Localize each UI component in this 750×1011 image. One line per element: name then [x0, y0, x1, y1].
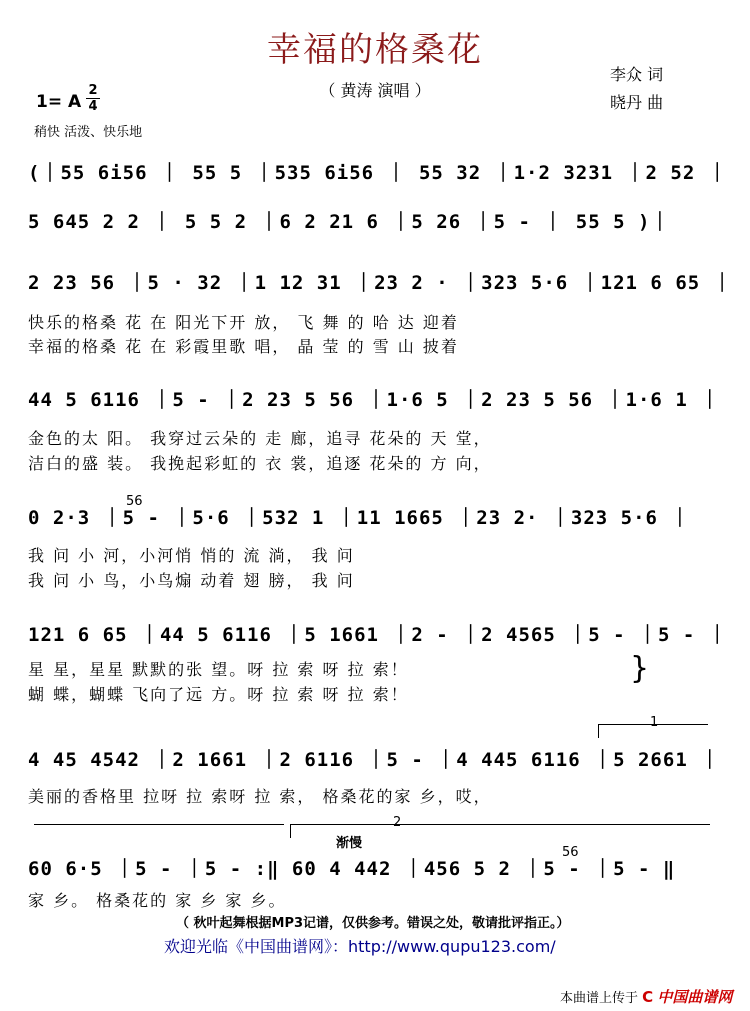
upload-credit — [560, 986, 732, 1007]
time-signature — [86, 84, 100, 113]
lyric-line-2: 幸福的格桑 花 在 彩霞里歌 唱， 晶 莹 的 雪 山 披着 — [28, 337, 459, 356]
lyric-line-10: 家 乡。 格桑花的 家 乡 家 乡。 — [28, 891, 287, 910]
notation-line-4: 44 5 6116 ｜5 - ｜2 23 5 56 ｜1·6 5 ｜2 23 5 56 ｜1·6 1 ｜ — [28, 389, 721, 411]
time-signature-bottom: 4 — [88, 99, 98, 114]
time-signature-top: 2 — [88, 83, 98, 98]
website-banner: 欢迎光临《中国曲谱网》：http://www.qupu123.com/ — [164, 937, 556, 956]
grace-note-2: 56 — [562, 845, 579, 860]
ritardando-marking: 渐慢 — [336, 836, 363, 851]
verse-brace: } — [630, 651, 650, 686]
notation-line-5: 0 2·3 ｜5 - ｜5·6 ｜532 1 ｜11 1665 ｜23 2· ｜323 5·6 ｜ — [28, 507, 691, 529]
transcription-note: （ 秋叶起舞根据MP3记谱，仅供参考。错误之处，敬请批评指正。） — [176, 916, 570, 931]
lyric-line-1: 快乐的格桑 花 在 阳光下开 放， 飞 舞 的 哈 达 迎着 — [28, 313, 459, 332]
composer-credit: 晓丹 曲 — [610, 93, 664, 112]
lyric-line-4: 洁白的盛 装。 我挽起彩虹的 衣 裳，追逐 花朵的 方 向， — [28, 454, 492, 473]
notation-line-8: 60 6·5 ｜5 - ｜5 - :‖ 60 4 442 ｜456 5 2 ｜5 - ｜5 - ‖ — [28, 858, 676, 880]
grace-note-1: 56 — [126, 494, 143, 509]
key-signature: 1= A — [36, 92, 82, 112]
singer-credit: （ 黄涛 演唱 ） — [319, 81, 431, 100]
tempo-marking: 稍快 活泼、快乐地 — [34, 125, 143, 140]
notation-line-2: 5 645 2 2 ｜ 5 5 2 ｜6 2 21 6 ｜5 26 ｜5 - ｜ 55 5 )｜ — [28, 211, 671, 233]
upload-text: 本曲谱上传于 — [560, 991, 639, 1006]
volta-1-hook — [598, 724, 599, 738]
notation-line-3: 2 23 56 ｜5 · 32 ｜1 12 31 ｜23 2 · ｜323 5·6 ｜121 6 65 ｜ — [28, 272, 733, 294]
lyric-line-3: 金色的太 阳。 我穿过云朵的 走 廊，追寻 花朵的 天 堂， — [28, 429, 492, 448]
lyric-line-7: 星 星，星星 默默的张 望。呀 拉 索 呀 拉 索！ — [28, 660, 409, 679]
lyricist-credit: 李众 词 — [610, 65, 664, 84]
volta-2-hook — [290, 824, 291, 838]
lyric-line-5: 我 问 小 河，小河悄 悄的 流 淌， 我 问 — [28, 546, 355, 565]
site-logo-text: 中国曲谱网 — [657, 988, 733, 1006]
volta-1-label: 1 — [650, 715, 659, 730]
volta-2-label: 2 — [393, 815, 402, 830]
lyric-line-8: 蝴 蝶，蝴蝶 飞向了远 方。呀 拉 索 呀 拉 索！ — [28, 685, 409, 704]
notation-line-1: (｜55 6i56 ｜ 55 5 ｜535 6i56 ｜ 55 32 ｜1·2 3231 ｜2 52 ｜ — [28, 162, 728, 184]
logo-mark-icon: C — [642, 988, 654, 1006]
lyric-line-9: 美丽的香格里 拉呀 拉 索呀 拉 索， 格桑花的家 乡，哎， — [28, 787, 492, 806]
volta-1-continue-line — [34, 824, 284, 825]
notation-line-7: 4 45 4542 ｜2 1661 ｜2 6116 ｜5 - ｜4 445 6116 ｜5 2661 ｜ — [28, 749, 721, 771]
lyric-line-6: 我 问 小 鸟，小鸟煽 动着 翅 膀， 我 问 — [28, 571, 355, 590]
notation-line-6: 121 6 65 ｜44 5 6116 ｜5 1661 ｜2 - ｜2 4565 ｜5 - ｜5 - ｜ — [28, 624, 728, 646]
volta-2-line — [290, 824, 710, 825]
song-title: 幸福的格桑花 — [267, 30, 483, 70]
